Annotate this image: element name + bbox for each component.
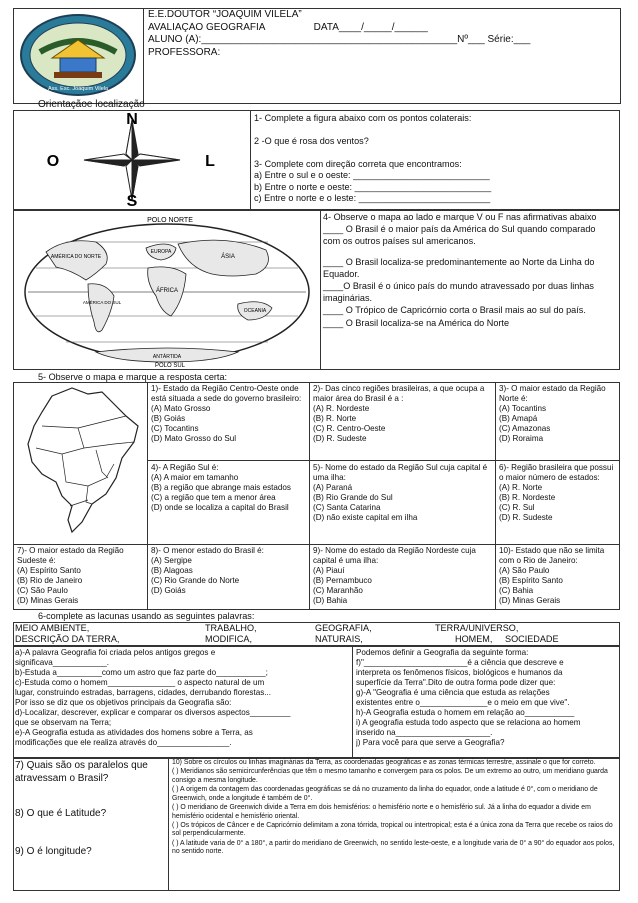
compass-q-divider (250, 110, 251, 210)
q10-item[interactable]: ( ) Os trópicos de Câncer e de Capricórnio delimitam a zona tórrida, tropical ou intertropical; esta é a única zona da Terra que recebe os raios do sol perpendicularmente. (172, 821, 613, 838)
word-bank-item: TERRA/UNIVERSO, (435, 623, 519, 633)
q4-item[interactable]: ____ O Brasil é o maior país da América do Sul quando comparado com os outros países sul americanos. (323, 224, 596, 246)
compass-rose (20, 112, 245, 208)
spacer (254, 124, 618, 135)
mc-q2: 2)- Das cinco regiões brasileiras, a que ocupa a maior área do Brasil é a : (A) R. Nordeste (B) R. Norte (C) R. Centro-Oeste (D) R. Sudeste (313, 384, 485, 444)
word-bank-item: MODIFICA, (205, 634, 252, 644)
header-text (148, 9, 618, 59)
world-map (16, 212, 318, 368)
mc-q9: 9)- Nome do estado da Região Nordeste cuja capital é uma ilha: (A) Piauí (B) Pernambuco (C) Maranhão (D) Bahia (313, 546, 476, 606)
fill-right-text: Podemos definir a Geografia da seguinte forma: f)"_______________________é a ciência que descreve e interpreta os fenômenos físicos, biológicos e humanos da superfície da Terra".Dito de outra forma pode dizer que: g)-A "Geografia é uma ciência que estuda as relações existentes entre o_______________e o meio em que vive". h)-A Geografia estuda o homem em relação ao___________ i) A geografia estuda todo aspecto que se relaciona ao homem inserido na_____________________. j) Para você para que serve a Geografia? (356, 648, 581, 748)
q3c[interactable]: c) Entre o norte e o leste: __________________________ (254, 193, 491, 204)
student-field[interactable]: ALUNO (A):______________________________________________Nº___ Série:___ (148, 34, 531, 45)
map-label-polo-norte: POLO NORTE (147, 217, 193, 224)
mc-q6: 6)- Região brasileira que possui o maior número de estados: (A) R. Norte (B) R. Nordeste (C) R. Sul (D) R. Sudeste (499, 463, 614, 523)
final-divider (168, 758, 169, 891)
q3a[interactable]: a) Entre o sul e o oeste: ___________________________ (254, 170, 490, 181)
q8[interactable]: 8) O que é Latitude? (15, 808, 107, 819)
word-bank-item: GEOGRAFIA, (315, 623, 372, 633)
map-label-africa: ÁFRICA (155, 288, 179, 294)
mc-q8: 8)- O menor estado do Brasil é: (A) Sergipe (B) Alagoas (C) Rio Grande do Norte (D) Goiás (151, 546, 264, 596)
compass-east: L (205, 153, 215, 170)
q10-item[interactable]: ( ) Meridianos são semicircunferências que têm o mesmo tamanho e convergem para os polos. De um extremo ao outro, um meridiano guarda consigo a mesma longitude. (172, 768, 608, 784)
q10-item[interactable]: ( ) A latitude varia de 0° a 180°, a partir do meridiano de Greenwich, no sentido leste-oeste, e a longitude varia de 0° a 90° do equador aos polos, no sentido norte. (172, 839, 615, 856)
q1: 1- Complete a figura abaixo com os pontos colaterais: (254, 113, 472, 123)
map-label-oceania: OCEANIA (243, 308, 267, 314)
map-label-europa: EUROPA (150, 249, 172, 255)
q9[interactable]: 9) O é longitude? (15, 846, 92, 857)
q7[interactable]: 7) Quais são os paralelos que atravessam o Brasil? (15, 760, 148, 784)
word-bank-row1 (15, 623, 619, 634)
q4-item[interactable]: ____ O Brasil localiza-se predominantemente ao Norte da Linha do Equador. (323, 257, 595, 279)
q10-title: 10) Sobre os círculos ou linhas imaginárias da Terra, as coordenadas geográficas e as zonas térmicas terrestre, assinale o que for correto. (172, 759, 596, 766)
map-label-antartida: ANTÁRTIDA (152, 354, 182, 360)
word-bank-item: TRABALHO, (205, 623, 257, 633)
q4-item[interactable]: ____ O Trópico de Capricórnio corta o Brasil mais ao sul do país. (323, 305, 586, 316)
word-bank-item: HOMEM, (455, 634, 493, 644)
q6-title: 6-complete as lacunas usando as seguintes palavras: (38, 611, 255, 621)
compass-north: N (126, 112, 138, 128)
compass-west: O (46, 153, 60, 170)
logo-text: Ass. Esc. Joaquim Vilela (47, 86, 109, 92)
mc-q3: 3)- O maior estado da Região Norte é: (A) Tocantins (B) Amapá (C) Amazonas (D) Roraima (499, 384, 606, 444)
mc-q10: 10)- Estado que não se limita com o Rio de Janeiro: (A) São Paulo (B) Espírito Santo (C) Bahia (D) Minas Gerais (499, 546, 605, 606)
map-label-asia: ÁSIA (221, 254, 235, 260)
q4-title: 4- Observe o mapa ao lado e marque V ou F nas afirmativas abaixo (323, 212, 597, 222)
q10-item[interactable]: ( ) A origem da contagem das coordenadas geográficas se dá no cruzamento da linha do equador, onde a latitude é 0°, com o meridiano de Greenwich, onde a longitude é também de 0°. (172, 786, 598, 802)
fill-left-text: a)-A palavra Geografia foi criada pelos antigos gregos e significava____________. b)-Estuda a__________como um astro que faz parte do___________; c)-Estuda como o homem_______________ o aspecto natural de um lugar, construindo estradas, barragens, cidades, derrubando florestas... Por isso se diz que os objetivos principais da Geografia são: d)-Localizar, descrever, explicar e comparar os diversos aspectos_________ que se observam na Terra; e)-A Geografia estuda as atividades dos homens sobre a Terra, as modificações que ele realiza através do________________. (15, 648, 291, 748)
exam-title: AVALIAÇÃO GEOGRAFIA (148, 21, 265, 33)
mc-q7: 7)- O maior estado da Região Sudeste é: (A) Espírito Santo (B) Rio de Janeiro (C) São Paulo (D) Minas Gerais (17, 546, 124, 606)
q10-text (172, 759, 616, 857)
q1-3-text (254, 113, 618, 205)
q4-item[interactable]: ____O Brasil é o único país do mundo atravessado por duas linhas imaginárias. (323, 281, 594, 303)
map-divider (320, 210, 321, 370)
school-name: E.E.DOUTOR “JOAQUIM VILELA” (148, 9, 302, 20)
mc-q1: 1)- Estado da Região Centro-Oeste onde está situada a sede do governo brasileiro: (A) Mato Grosso (B) Goiás (C) Tocantins (D) Mato Grosso do Sul (151, 384, 302, 444)
q3b[interactable]: b) Entre o norte e oeste: ___________________________ (254, 181, 492, 192)
map-label-america-sul: AMÉRICA DO SUL (82, 300, 122, 305)
word-bank-item: DESCRIÇÃO DA TERRA, (15, 634, 120, 644)
section-title: Orientaçãoe localização (38, 99, 145, 110)
word-bank-item: SOCIEDADE (505, 634, 559, 644)
mc-q4: 4)- A Região Sul é: (A) A maior em tamanho (B) a região que abrange mais estados (C) a região que tem a menor área (D) onde se localiza a capital do Brasil (151, 463, 291, 513)
word-bank-row2 (15, 634, 619, 645)
spacer (254, 147, 618, 158)
compass-south: S (126, 193, 138, 208)
word-bank-item: MEIO AMBIENTE, (15, 623, 90, 633)
q10-item[interactable]: ( ) O meridiano de Greenwich divide a Terra em dois hemisférios: o hemisfério norte e o hemisfério sul. Já a linha do equador a divide em hemisfério ocidental e hemisfério oriental. (172, 804, 591, 820)
map-label-polo-sul: POLO SUL (154, 363, 186, 368)
exam-title-line (148, 22, 618, 35)
q5-title: 5- Observe o mapa e marque a resposta certa: (38, 372, 228, 382)
fill-divider (352, 646, 353, 758)
word-bank-item: NATURAIS, (315, 634, 363, 644)
q3: 3- Complete com direção correta que encontramos: (254, 158, 462, 169)
header-divider (143, 8, 144, 104)
grid-h1 (147, 460, 620, 461)
mc-q5: 5)- Nome do estado da Região Sul cuja capital é uma ilha: (A) Paraná (B) Rio Grande do Sul (C) Santa Catarina (D) não existe capital em ilha (313, 463, 488, 523)
q4-text (323, 212, 613, 329)
school-logo (18, 12, 138, 98)
date-field[interactable]: DATA____/_____/______ (313, 21, 428, 33)
teacher-field[interactable]: PROFESSORA: (148, 46, 221, 58)
q2: 2 -O que é rosa dos ventos? (254, 135, 369, 146)
q4-item[interactable]: ____ O Brasil localiza-se na América do Norte (323, 317, 510, 328)
map-label-america-norte: AMÉRICA DO NORTE (50, 254, 102, 260)
